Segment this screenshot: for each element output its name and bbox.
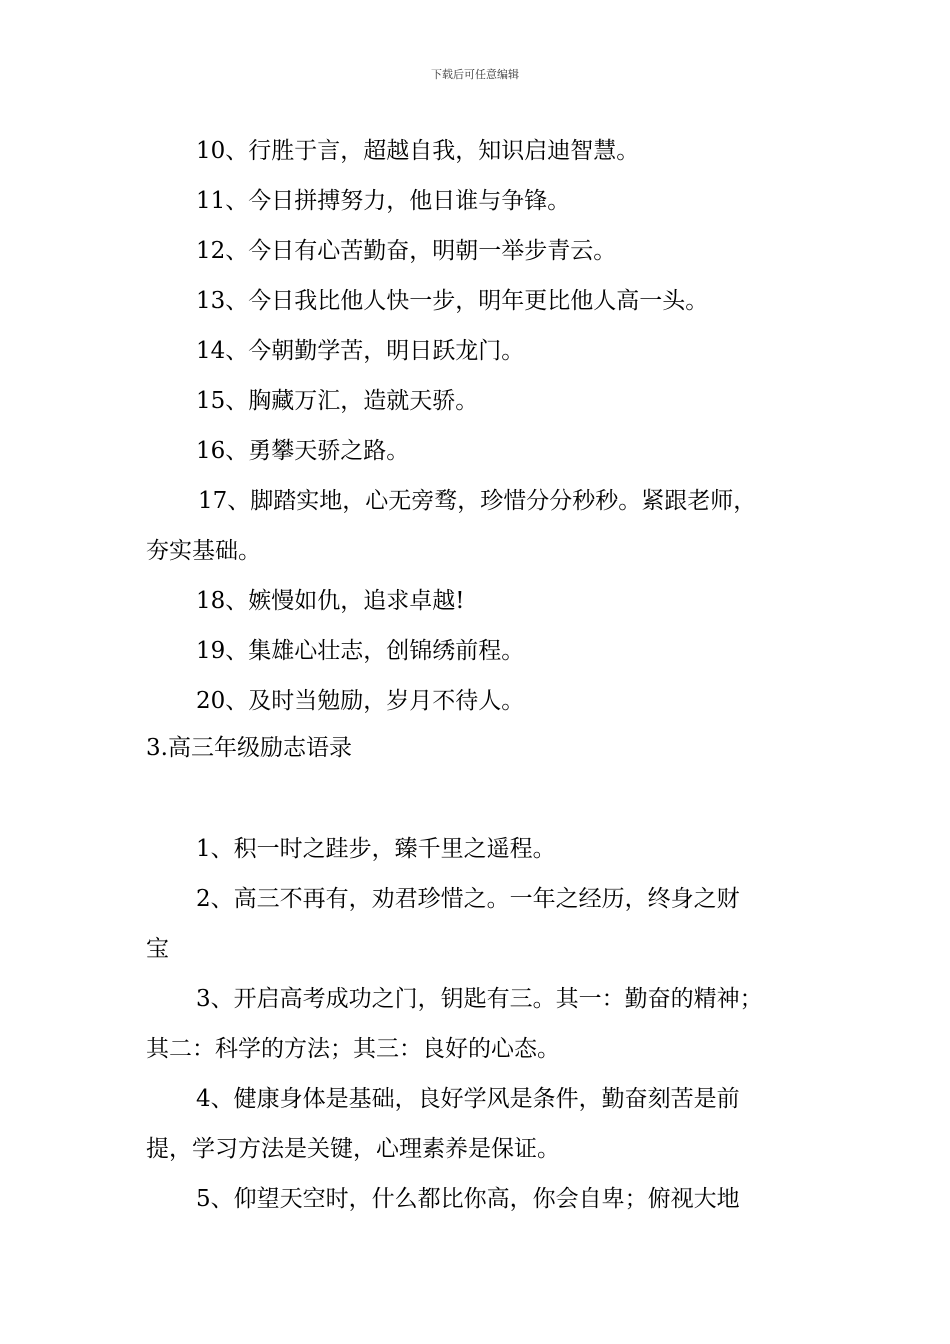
list-item-continuation: 其二：科学的方法；其三：良好的心态。	[146, 1036, 560, 1062]
list-item: 17、脚踏实地，心无旁骛，珍惜分分秒秒。紧跟老师，	[198, 488, 757, 514]
list-item: 4、健康身体是基础，良好学风是条件，勤奋刻苦是前	[196, 1086, 740, 1112]
list-item-continuation: 提，学习方法是关键，心理素养是保证。	[146, 1136, 560, 1162]
list-item: 16、勇攀天骄之路。	[196, 438, 410, 464]
list-item: 1、积一时之跬步，臻千里之遥程。	[196, 836, 556, 862]
list-item: 11、今日拼搏努力，他日谁与争锋。	[196, 188, 571, 214]
section-title: 3.高三年级励志语录	[146, 735, 352, 761]
list-item: 10、行胜于言，超越自我，知识启迪智慧。	[196, 138, 640, 164]
list-item: 12、今日有心苦勤奋，明朝一举步青云。	[196, 238, 617, 264]
header-note: 下载后可任意编辑	[431, 68, 519, 81]
list-item: 19、集雄心壮志，创锦绣前程。	[196, 638, 525, 664]
list-item: 5、仰望天空时，什么都比你高，你会自卑；俯视大地	[196, 1186, 740, 1212]
list-item: 3、开启高考成功之门，钥匙有三。其一：勤奋的精神；	[196, 986, 763, 1012]
list-item: 20、及时当勉励，岁月不待人。	[196, 688, 525, 714]
list-item: 13、今日我比他人快一步，明年更比他人高一头。	[196, 288, 709, 314]
list-item: 14、今朝勤学苦，明日跃龙门。	[196, 338, 525, 364]
list-item: 18、嫉慢如仇，追求卓越!	[196, 588, 465, 614]
list-item-continuation: 夯实基础。	[146, 538, 261, 564]
list-item: 2、高三不再有，劝君珍惜之。一年之经历，终身之财	[196, 886, 740, 912]
list-item: 15、胸藏万汇，造就天骄。	[196, 388, 479, 414]
list-item-continuation: 宝	[146, 936, 169, 962]
